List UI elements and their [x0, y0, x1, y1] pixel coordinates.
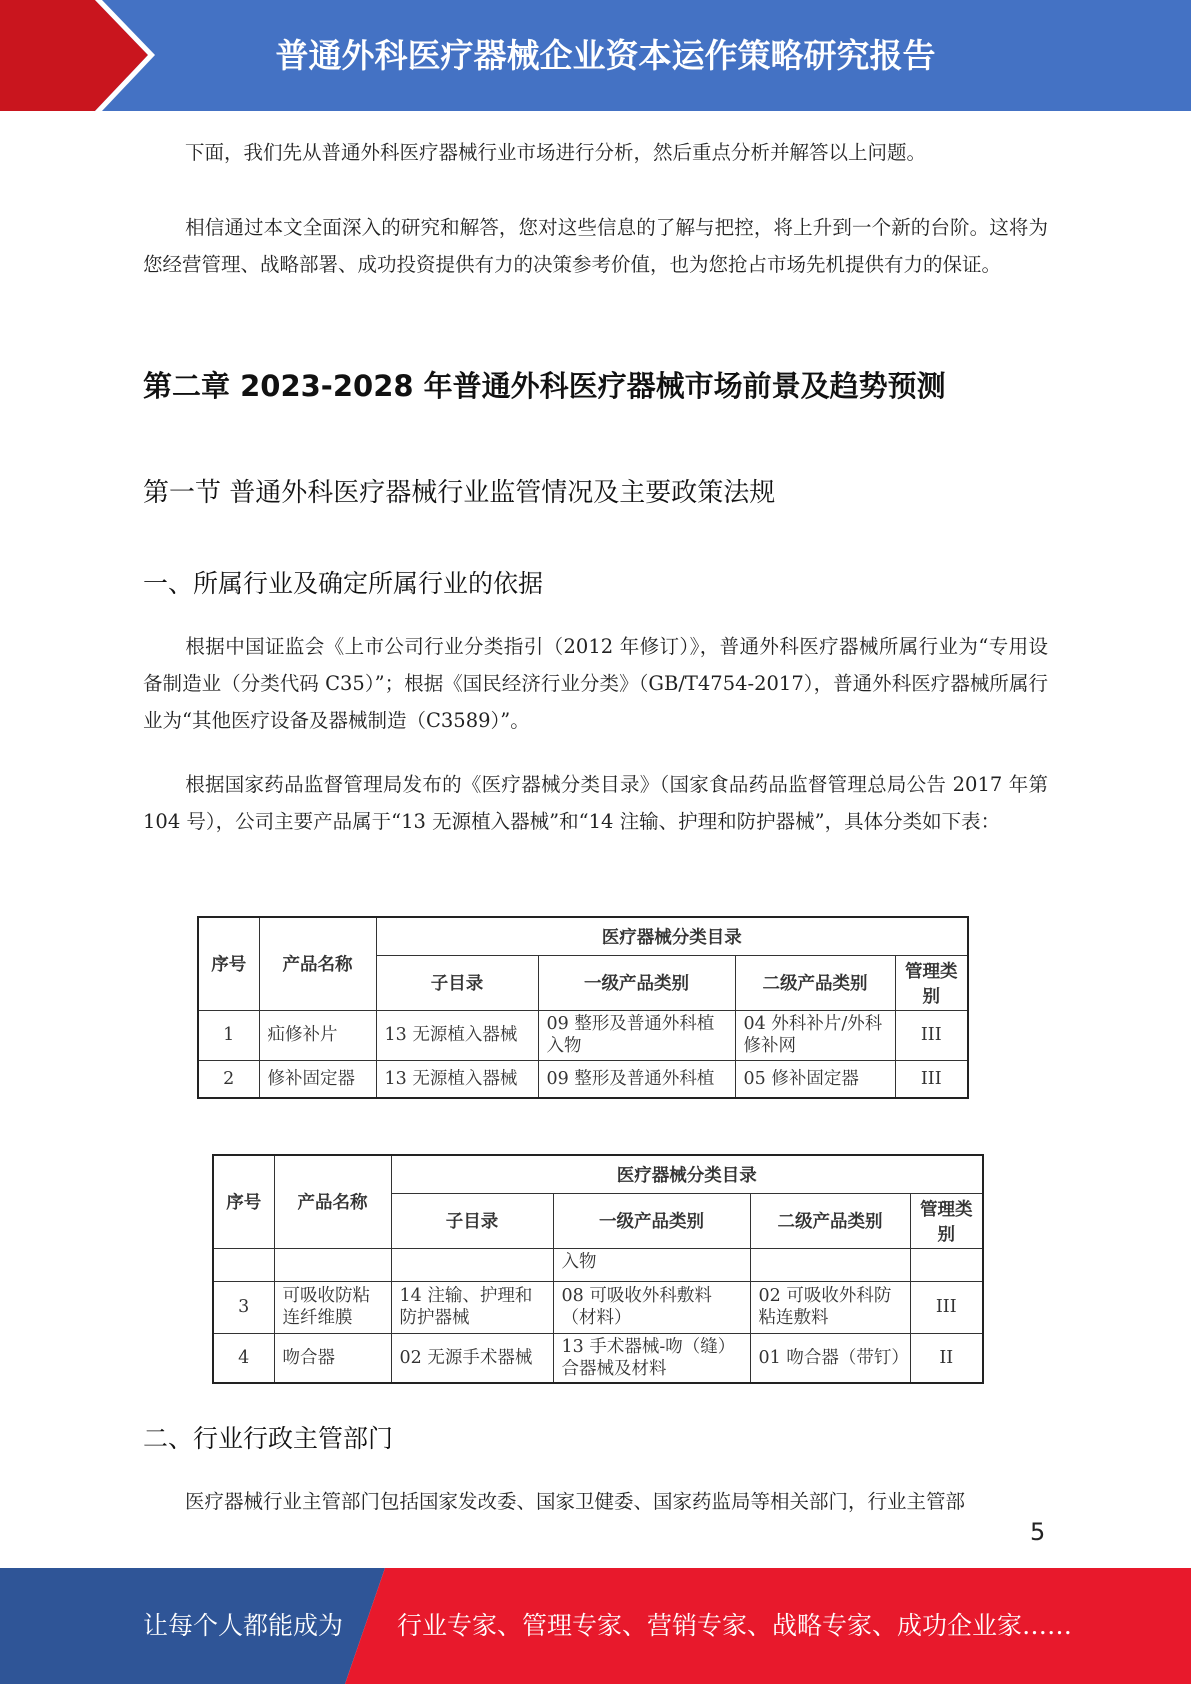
cell-mgmt: III [910, 1281, 983, 1333]
cell-mgmt: II [910, 1333, 983, 1383]
header-catalog: 医疗器械分类目录 [376, 917, 968, 955]
cell-name: 吻合器 [274, 1333, 391, 1383]
header-product-name: 产品名称 [259, 917, 376, 1010]
page-header [0, 0, 1191, 111]
header-seq: 序号 [213, 1155, 274, 1248]
cell-seq: 2 [198, 1060, 259, 1098]
cell-seq: 4 [213, 1333, 274, 1383]
subsection-2-paragraph-1: 医疗器械行业主管部门包括国家发改委、国家卫健委、国家药监局等相关部门，行业主管部 [185, 1490, 966, 1513]
cell-level2: 01 吻合器（带钉） [750, 1333, 910, 1383]
header-mgmt: 管理类别 [895, 955, 968, 1010]
cell-level2: 04 外科补片/外科修补网 [735, 1010, 895, 1060]
cell-sub: 13 无源植入器械 [376, 1010, 538, 1060]
table-row [213, 1333, 983, 1383]
cell-seq: 1 [198, 1010, 259, 1060]
header-level1: 一级产品类别 [538, 955, 735, 1010]
cell-level2: 02 可吸收外科防粘连敷料 [750, 1281, 910, 1333]
header-subcatalog: 子目录 [376, 955, 538, 1010]
classification-table-1 [197, 916, 969, 1099]
table-row [198, 1010, 968, 1060]
subsection-1-title: 一、所属行业及确定所属行业的依据 [143, 569, 544, 598]
cell-level1-continuation: 入物 [553, 1248, 750, 1281]
cell-mgmt: III [895, 1010, 968, 1060]
cell-name: 修补固定器 [259, 1060, 376, 1098]
cell-level1: 08 可吸收外科敷料（材料） [553, 1281, 750, 1333]
table-row-continuation [213, 1248, 983, 1281]
table-row [213, 1281, 983, 1333]
cell-level1: 09 整形及普通外科植入物 [538, 1010, 735, 1060]
table-row [198, 1060, 968, 1098]
cell-level1: 13 手术器械-吻（缝）合器械及材料 [553, 1333, 750, 1383]
header-seq: 序号 [198, 917, 259, 1010]
page-footer [0, 1568, 1191, 1684]
subsection-2-title: 二、行业行政主管部门 [143, 1424, 394, 1453]
header-level1: 一级产品类别 [553, 1193, 750, 1248]
subsection-1-paragraph-1: 根据中国证监会《上市公司行业分类指引（2012 年修订）》，普通外科医疗器械所属行业为“专用设备制造业（分类代码 C35）”；根据《国民经济行业分类》（GB/T4754-2017），普通外科医疗器械所属行业为“其他医疗设备及器械制造（C3589）”。 [143, 635, 1048, 732]
cell-name: 疝修补片 [259, 1010, 376, 1060]
intro-paragraph-2: 相信通过本文全面深入的研究和解答，您对这些信息的了解与把控，将上升到一个新的台阶。这将为您经营管理、战略部署、成功投资提供有力的决策参考价值，也为您抢占市场先机提供有力的保证。 [143, 216, 1048, 276]
cell-sub: 02 无源手术器械 [391, 1333, 553, 1383]
header-subcatalog: 子目录 [391, 1193, 553, 1248]
section-title: 第一节 普通外科医疗器械行业监管情况及主要政策法规 [143, 478, 776, 508]
cell-mgmt: III [895, 1060, 968, 1098]
header-level2: 二级产品类别 [735, 955, 895, 1010]
header-mgmt: 管理类别 [910, 1193, 983, 1248]
subsection-1-paragraph-2: 根据国家药品监督管理局发布的《医疗器械分类目录》（国家食品药品监督管理总局公告 2017 年第 104 号），公司主要产品属于“13 无源植入器械”和“14 注输、护理和防护器械”，具体分类如下表： [143, 773, 1048, 833]
cell-level2: 05 修补固定器 [735, 1060, 895, 1098]
header-product-name: 产品名称 [274, 1155, 391, 1248]
footer-slogan-right: 行业专家、管理专家、营销专家、战略专家、成功企业家…… [397, 1611, 1073, 1640]
cell-sub: 13 无源植入器械 [376, 1060, 538, 1098]
cell-sub: 14 注输、护理和防护器械 [391, 1281, 553, 1333]
page-number: 5 [1030, 1518, 1046, 1546]
cell-seq: 3 [213, 1281, 274, 1333]
cell-name: 可吸收防粘连纤维膜 [274, 1281, 391, 1333]
footer-slogan-left: 让每个人都能成为 [143, 1611, 344, 1640]
classification-table-2 [212, 1154, 984, 1384]
chapter-title: 第二章 2023-2028 年普通外科医疗器械市场前景及趋势预测 [143, 369, 946, 403]
intro-paragraph-1: 下面，我们先从普通外科医疗器械行业市场进行分析，然后重点分析并解答以上问题。 [185, 141, 927, 164]
header-level2: 二级产品类别 [750, 1193, 910, 1248]
header-catalog: 医疗器械分类目录 [391, 1155, 983, 1193]
report-title: 普通外科医疗器械企业资本运作策略研究报告 [275, 36, 936, 75]
cell-level1: 09 整形及普通外科植 [538, 1060, 735, 1098]
